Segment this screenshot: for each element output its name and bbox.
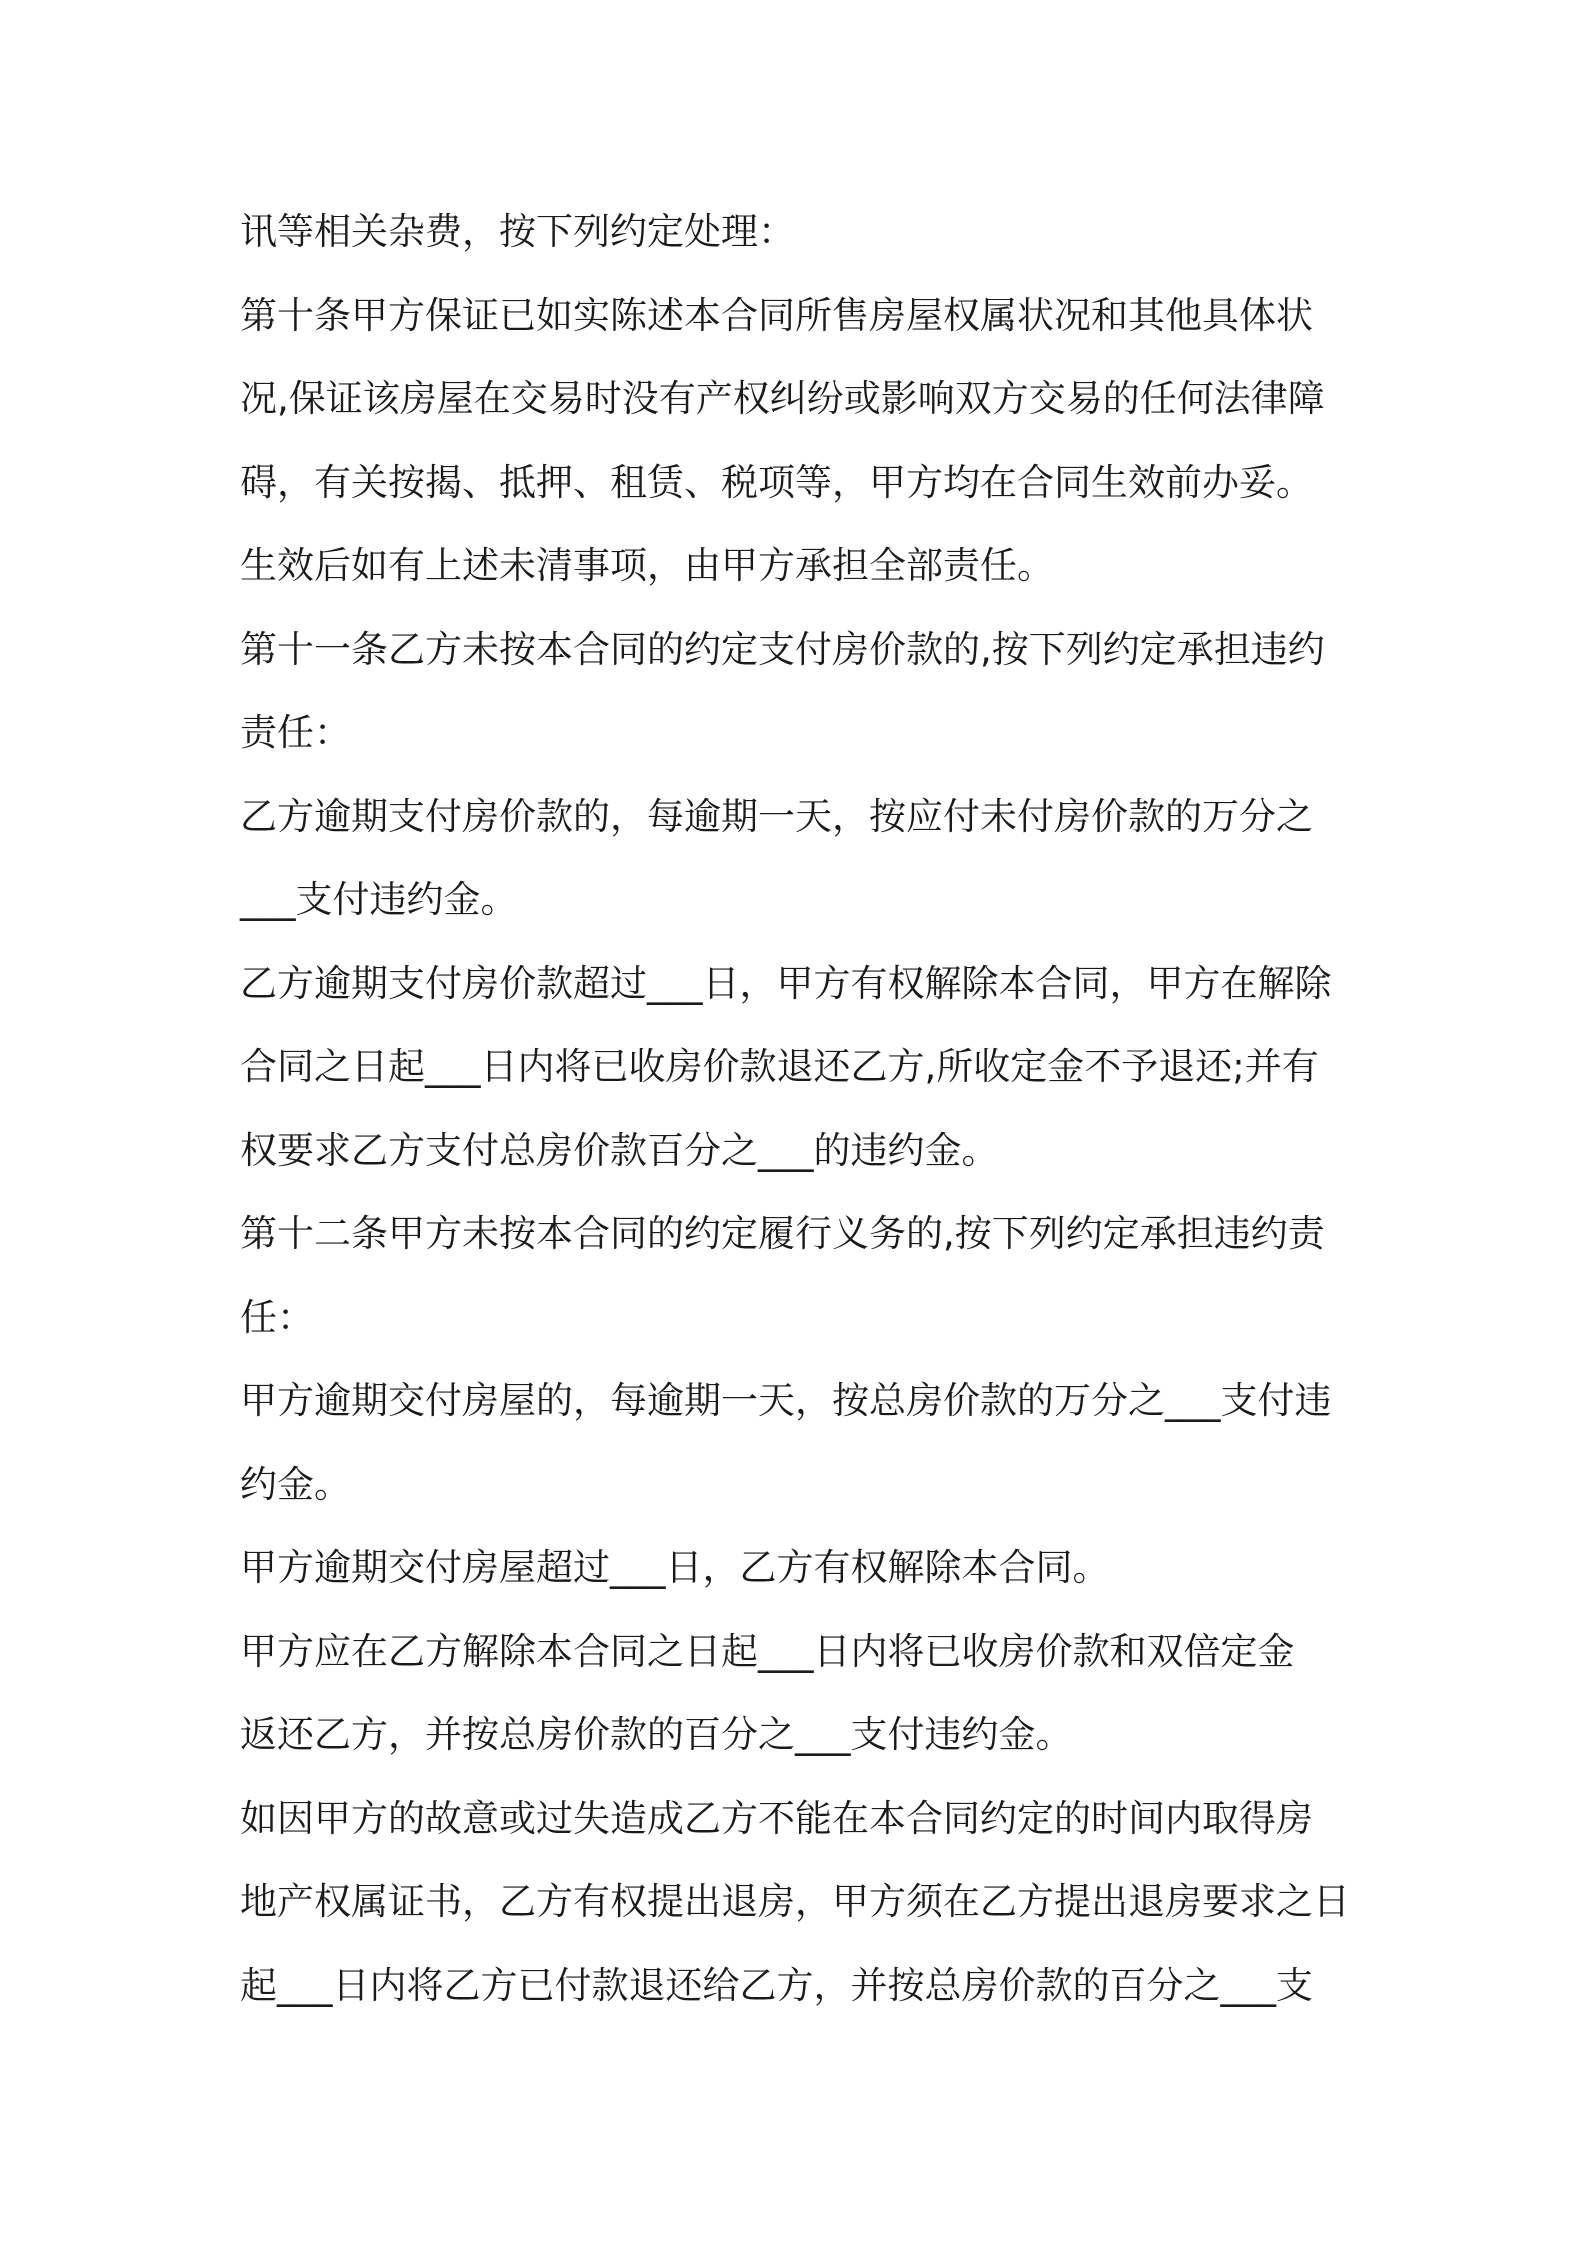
text-line: 乙方逾期支付房价款的，每逾期一天，按应付未付房价款的万分之 xyxy=(240,794,1313,838)
text-line: 甲方逾期交付房屋超过___日，乙方有权解除本合同。 xyxy=(240,1546,1110,1589)
text-line: 第十一条乙方未按本合同的约定支付房价款的,按下列约定承担违约 xyxy=(240,627,1325,671)
text-line: 返还乙方，并按总房价款的百分之___支付违约金。 xyxy=(240,1713,1073,1756)
contract-text xyxy=(240,190,1360,2027)
text-line: 甲方逾期交付房屋的，每逾期一天，按总房价款的万分之___支付违 xyxy=(240,1379,1332,1422)
text-line: 权要求乙方支付总房价款百分之___的违约金。 xyxy=(240,1128,999,1172)
text-line: 碍，有关按揭、抵押、租赁、税项等，甲方均在合同生效前办妥。 xyxy=(240,460,1313,504)
text-line: 讯等相关杂费，按下列约定处理： xyxy=(240,210,795,253)
text-line: 第十条甲方保证已如实陈述本合同所售房屋权属状况和其他具体状 xyxy=(240,293,1313,337)
text-line: 任： xyxy=(240,1295,314,1339)
text-line: 乙方逾期支付房价款超过___日，甲方有权解除本合同，甲方在解除 xyxy=(240,961,1332,1005)
text-line: 生效后如有上述未清事项，由甲方承担全部责任。 xyxy=(240,544,1054,587)
text-line: 况,保证该房屋在交易时没有产权纠纷或影响双方交易的任何法律障 xyxy=(240,377,1325,420)
text-line: 第十二条甲方未按本合同的约定履行义务的,按下列约定承担违约责 xyxy=(240,1212,1325,1255)
text-line: ___支付违约金。 xyxy=(240,878,518,921)
text-line: 合同之日起___日内将已收房价款退还乙方,所收定金不予退还;并有 xyxy=(240,1045,1319,1088)
text-line: 如因甲方的故意或过失造成乙方不能在本合同约定的时间内取得房 xyxy=(240,1796,1313,1840)
text-line: 甲方应在乙方解除本合同之日起___日内将已收房价款和双倍定金 xyxy=(240,1629,1295,1673)
text-line: 责任： xyxy=(240,711,351,754)
text-line: 起___日内将乙方已付款退还给乙方，并按总房价款的百分之___支 xyxy=(240,1963,1313,2007)
text-line: 地产权属证书，乙方有权提出退房，甲方须在乙方提出退房要求之日 xyxy=(240,1880,1350,1923)
text-line: 约金。 xyxy=(240,1462,351,1506)
